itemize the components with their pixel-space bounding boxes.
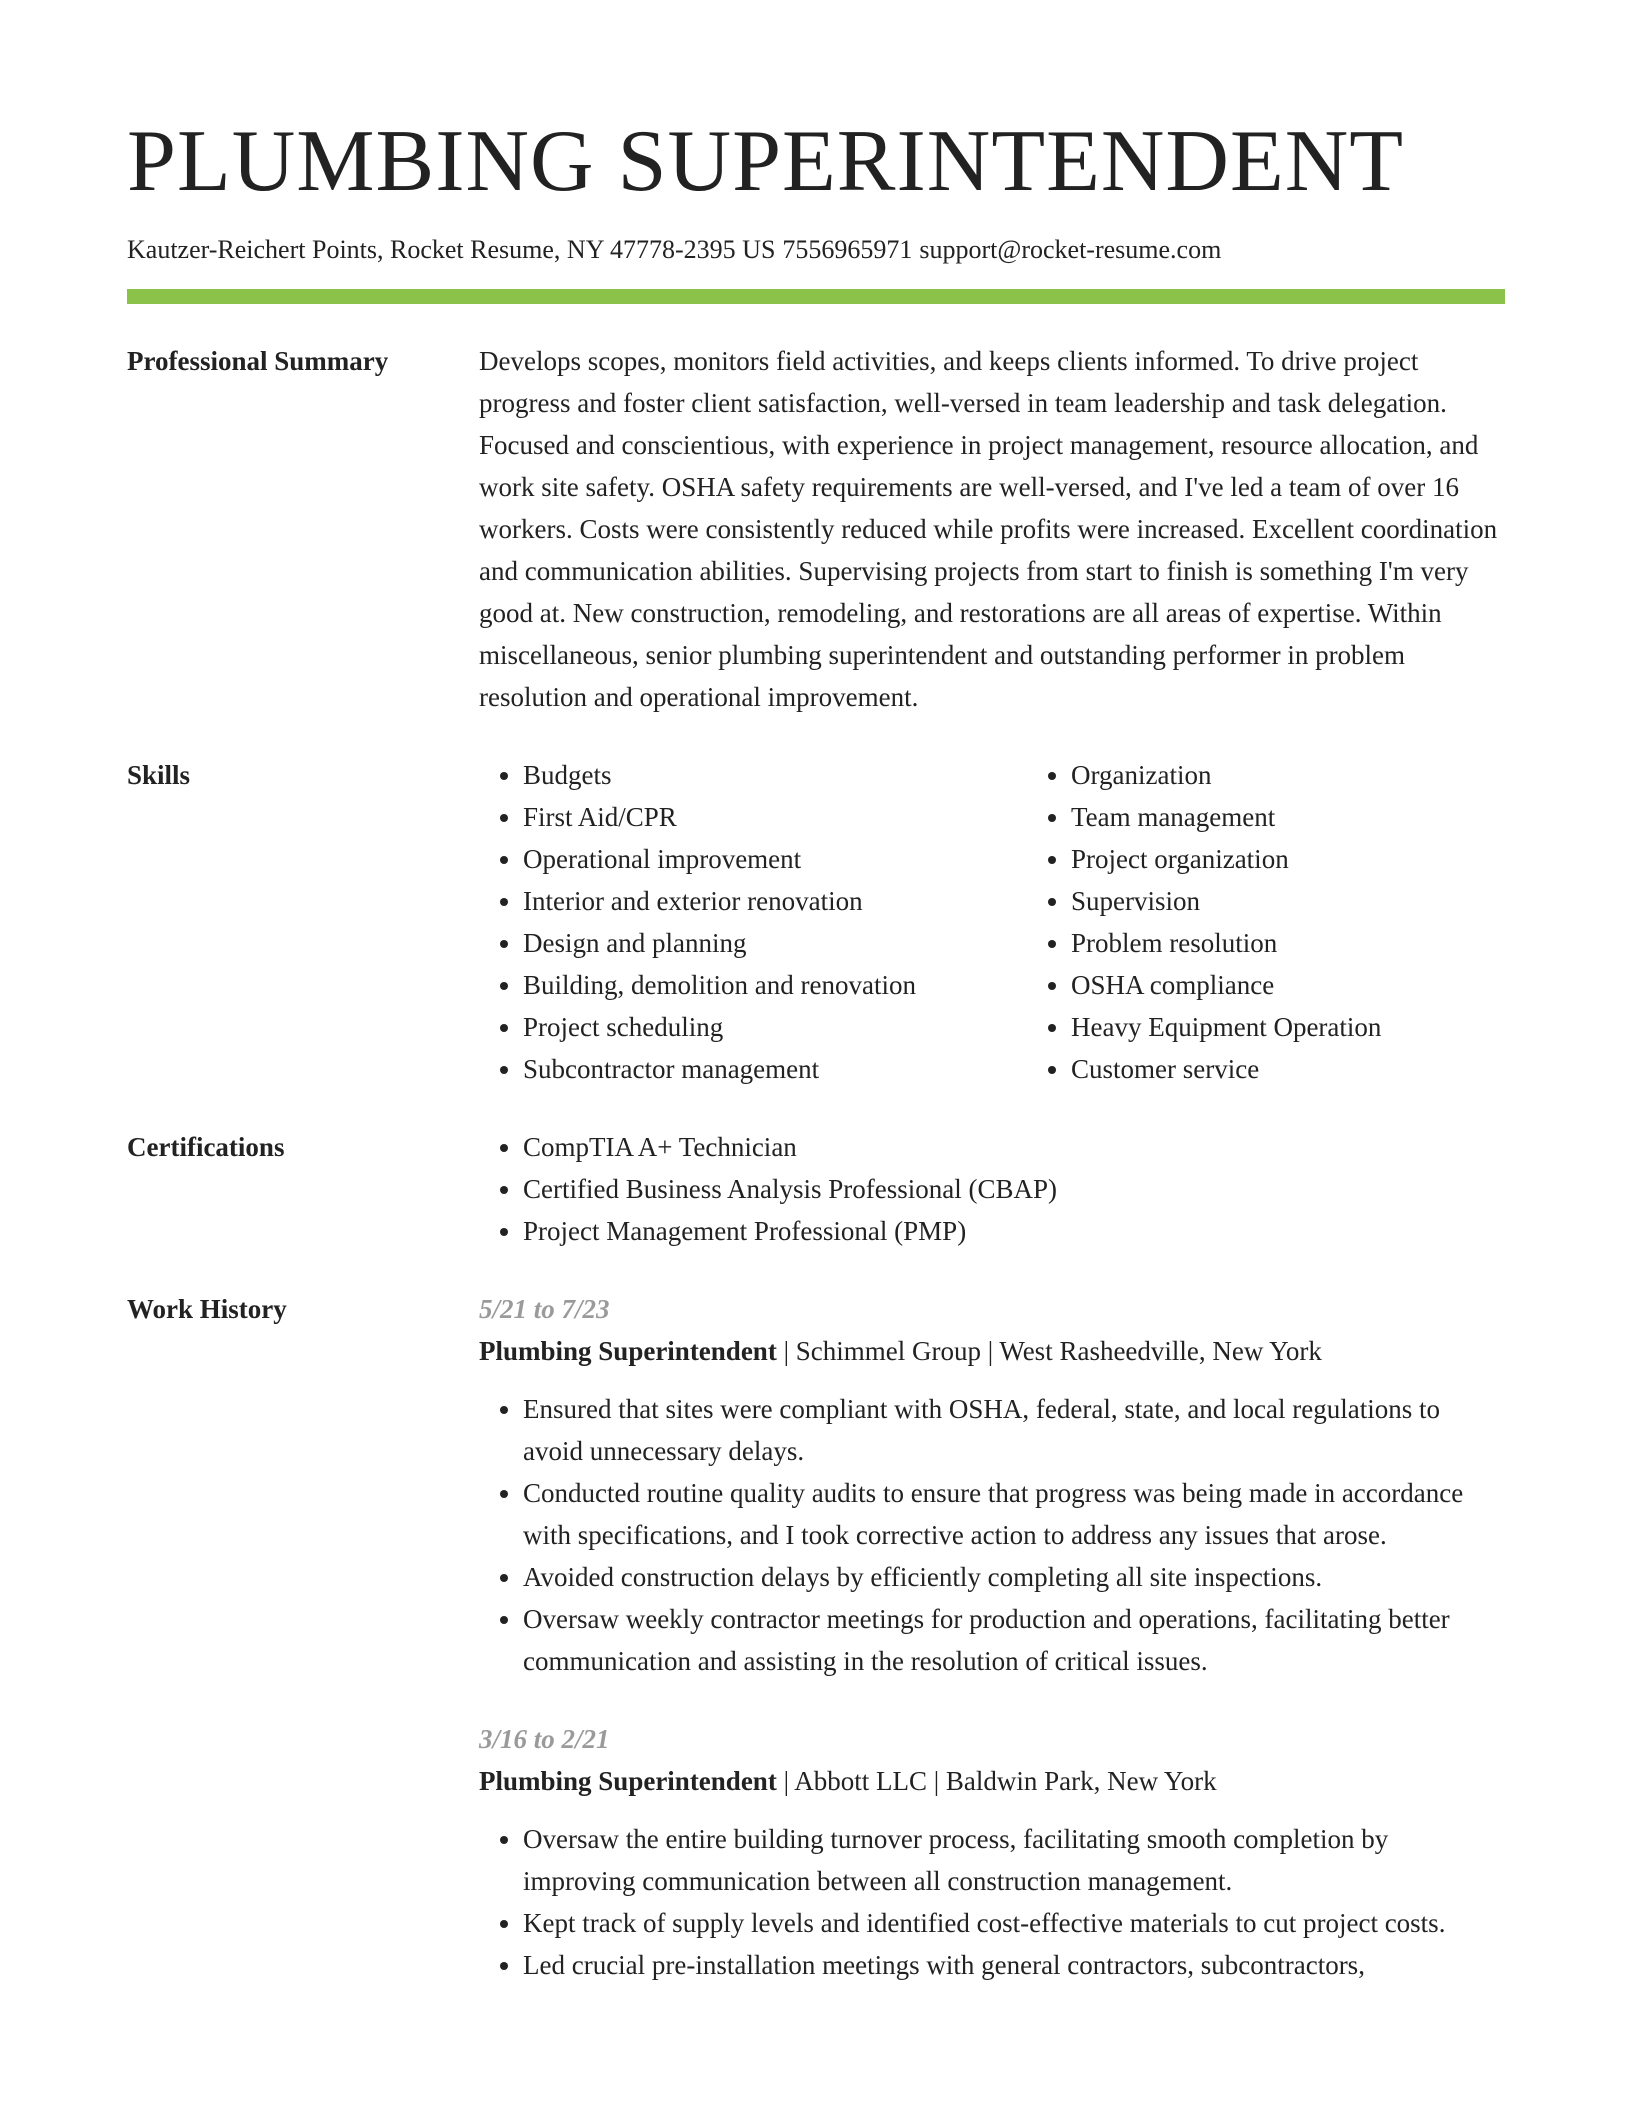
skill-item: • OSHA compliance xyxy=(1071,964,1505,1006)
job-bullet: • Kept track of supply levels and identified cost-effective materials to cut project costs. xyxy=(523,1902,1505,1944)
skill-item: • Team management xyxy=(1071,796,1505,838)
job-heading xyxy=(479,1330,1505,1372)
job-dates: 5/21 to 7/23 xyxy=(479,1294,610,1325)
section-label: Work History xyxy=(127,1294,287,1325)
phone: 7556965971 xyxy=(782,235,913,264)
email: support@rocket-resume.com xyxy=(919,235,1222,264)
skill-item: • Operational improvement xyxy=(523,838,1027,880)
candidate-name: PLUMBING SUPERINTENDENT xyxy=(127,113,1404,210)
skill-item: • Heavy Equipment Operation xyxy=(1071,1006,1505,1048)
certifications-list xyxy=(479,1126,1505,1252)
job-bullet: • Oversaw the entire building turnover process, facilitating smooth completion by improving communication between all construction management. xyxy=(523,1818,1505,1902)
skill-item: • Organization xyxy=(1071,754,1505,796)
skills-section xyxy=(127,754,1505,1090)
job-entry xyxy=(479,1288,1505,1682)
skill-item: • Budgets xyxy=(523,754,1027,796)
skills-list-right xyxy=(1027,754,1505,1090)
skills-list-left xyxy=(479,754,1027,1090)
summary-text: Develops scopes, monitors field activities, and keeps clients informed. To drive project progress and foster client satisfaction, well-versed in team leadership and task delegation. Focused and conscientious, with experience in project management, resource allocation, and work site safety. OSHA safety requirements are well-versed, and I've led a team of over 16 workers. Costs were consistently reduced while profits were increased. Excellent coordination and communication abilities. Supervising projects from start to finish is something I'm very good at. New construction, remodeling, and restorations are all areas of expertise. Within miscellaneous, senior plumbing superintendent and outstanding performer in problem resolution and operational improvement. xyxy=(479,346,1498,713)
job-bullet: • Oversaw weekly contractor meetings for production and operations, facilitating better communication and assisting in the resolution of critical issues. xyxy=(523,1598,1505,1682)
job-dates: 3/16 to 2/21 xyxy=(479,1724,610,1755)
skill-item: • Interior and exterior renovation xyxy=(523,880,1027,922)
job-title: Plumbing Superintendent xyxy=(479,1336,777,1367)
certification-item: • Certified Business Analysis Professional (CBAP) xyxy=(523,1168,1505,1210)
contact-line xyxy=(127,234,1505,265)
skill-item: • Subcontractor management xyxy=(523,1048,1027,1090)
summary-section xyxy=(127,340,1505,718)
job-details: | Abbott LLC | Baldwin Park, New York xyxy=(776,1766,1217,1797)
certification-item: • Project Management Professional (PMP) xyxy=(523,1210,1505,1252)
job-heading xyxy=(479,1760,1505,1802)
accent-divider xyxy=(127,289,1505,304)
section-label: Professional Summary xyxy=(127,346,389,377)
section-label: Skills xyxy=(127,760,191,791)
job-bullets xyxy=(479,1388,1505,1682)
skill-item: • Project scheduling xyxy=(523,1006,1027,1048)
job-details: | Schimmel Group | West Rasheedville, New York xyxy=(776,1336,1322,1367)
address: Kautzer-Reichert Points, Rocket Resume, NY 47778-2395 US xyxy=(127,235,776,264)
skill-item: • Customer service xyxy=(1071,1048,1505,1090)
job-bullet: • Led crucial pre-installation meetings with general contractors, subcontractors, xyxy=(523,1944,1505,1986)
skill-item: • Design and planning xyxy=(523,922,1027,964)
section-label: Certifications xyxy=(127,1132,285,1163)
job-entry xyxy=(479,1718,1505,1986)
skill-item: • First Aid/CPR xyxy=(523,796,1027,838)
job-bullets xyxy=(479,1818,1505,1986)
job-title: Plumbing Superintendent xyxy=(479,1766,777,1797)
job-bullet: • Avoided construction delays by efficiently completing all site inspections. xyxy=(523,1556,1505,1598)
skill-item: • Problem resolution xyxy=(1071,922,1505,964)
job-bullet: • Conducted routine quality audits to ensure that progress was being made in accordance with specifications, and I took corrective action to address any issues that arose. xyxy=(523,1472,1505,1556)
work-history-section xyxy=(127,1288,1505,1986)
certification-item: • CompTIA A+ Technician xyxy=(523,1126,1505,1168)
skill-item: • Supervision xyxy=(1071,880,1505,922)
skill-item: • Project organization xyxy=(1071,838,1505,880)
job-bullet: • Ensured that sites were compliant with OSHA, federal, state, and local regulations to avoid unnecessary delays. xyxy=(523,1388,1505,1472)
certifications-section xyxy=(127,1126,1505,1252)
skill-item: • Building, demolition and renovation xyxy=(523,964,1027,1006)
